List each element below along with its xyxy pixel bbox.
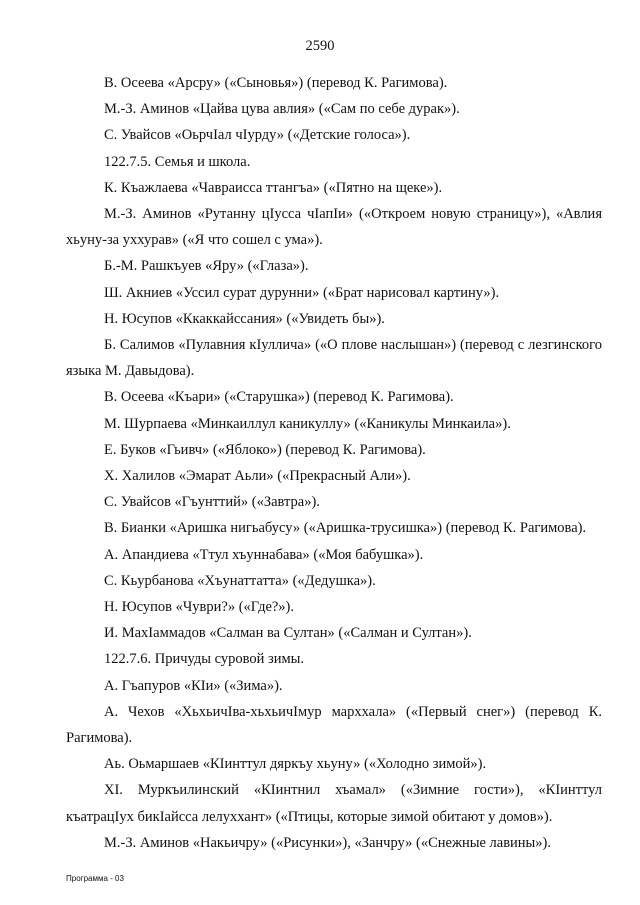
bibliography-entry: С. Увайсов «Гъунттий» («Завтра»). bbox=[104, 494, 320, 511]
bibliography-entry: М. Шурпаева «Минкаиллул каникуллу» («Каникулы Минкаила»). bbox=[104, 415, 511, 432]
bibliography-entry: Х. Халилов «Эмарат Аьли» («Прекрасный Али»). bbox=[104, 468, 411, 485]
bibliography-entry: Аь. Оьмаршаев «КIинттул дяркъу хьуну» («Холодно зимой»). bbox=[104, 756, 487, 773]
bibliography-entry: Б. Салимов «Пулавния кIуллича» («О плове наслышан») (перевод с лезгинского языка М. Давыдова). bbox=[66, 337, 602, 380]
document-body bbox=[66, 70, 602, 856]
bibliography-entry: А. Апандиева «Ттул хъуннабава» («Моя бабушка»). bbox=[104, 546, 424, 563]
page-footer: Программа - 03 bbox=[66, 874, 124, 883]
bibliography-entry: Н. Юсупов «Чуври?» («Где?»). bbox=[104, 599, 295, 616]
bibliography-entry: М.-З. Аминов «Накьичру» («Рисунки»), «Занчру» («Снежные лавины»). bbox=[104, 834, 552, 851]
bibliography-entry: М.-З. Аминов «Цайва цува авлия» («Сам по себе дурак»). bbox=[104, 101, 460, 118]
bibliography-entry: В. Бианки «Аришка нигьабусу» («Аришка-трусишка») (перевод К. Рагимова). bbox=[104, 520, 587, 537]
bibliography-entry: 122.7.5. Семья и школа. bbox=[104, 153, 251, 170]
bibliography-entry: С. Увайсов «ОьрчIал чIурду» («Детские голоса»). bbox=[104, 127, 411, 144]
bibliography-entry: М.-З. Аминов «Рутанну цIусса чIапIи» («Откроем новую страницу»), «Авлия хьуну-за уххурав» («Я что сошел с ума»). bbox=[66, 206, 602, 249]
bibliography-entry: В. Осеева «Арсру» («Сыновья») (перевод К. Рагимова). bbox=[104, 75, 448, 91]
bibliography-entry: Ш. Акниев «Уссил сурат дурунни» («Брат нарисовал картину»). bbox=[104, 284, 500, 301]
bibliography-entry: В. Осеева «Къари» («Старушка») (перевод К. Рагимова). bbox=[104, 389, 454, 406]
bibliography-entry: ХI. Муркъилинский «КIинтнил хъамал» («Зимние гости»), «КIинттул къатрацIух бикIайсса лелуххант» («Птицы, которые зимой обитают у домов»). bbox=[66, 782, 602, 825]
bibliography-entry: 122.7.6. Причуды суровой зимы. bbox=[104, 651, 305, 668]
page-number: 2590 bbox=[305, 38, 335, 54]
bibliography-entry: Б.-М. Рашкъуев «Яру» («Глаза»). bbox=[104, 258, 309, 275]
bibliography-entry: И. МахIаммадов «Салман ва Султан» («Салман и Султан»). bbox=[104, 625, 472, 642]
bibliography-entry: А. Чехов «ХьхьичIва-хьхьичIмур марххала» («Первый снег») (перевод К. Рагимова). bbox=[66, 703, 602, 747]
bibliography-entry: К. Къажлаева «Чавраисса ттангъа» («Пятно на щеке»). bbox=[104, 179, 443, 196]
bibliography-entry: С. Кьурбанова «Хъунаттатта» («Дедушка»). bbox=[104, 572, 376, 589]
bibliography-entry: Н. Юсупов «Ккаккайссания» («Увидеть бы»). bbox=[104, 310, 385, 327]
bibliography-entry: А. Гъапуров «КIи» («Зима»). bbox=[104, 677, 283, 694]
bibliography-entry: Е. Буков «Гьивч» («Яблоко») (перевод К. Рагимова). bbox=[104, 441, 426, 458]
